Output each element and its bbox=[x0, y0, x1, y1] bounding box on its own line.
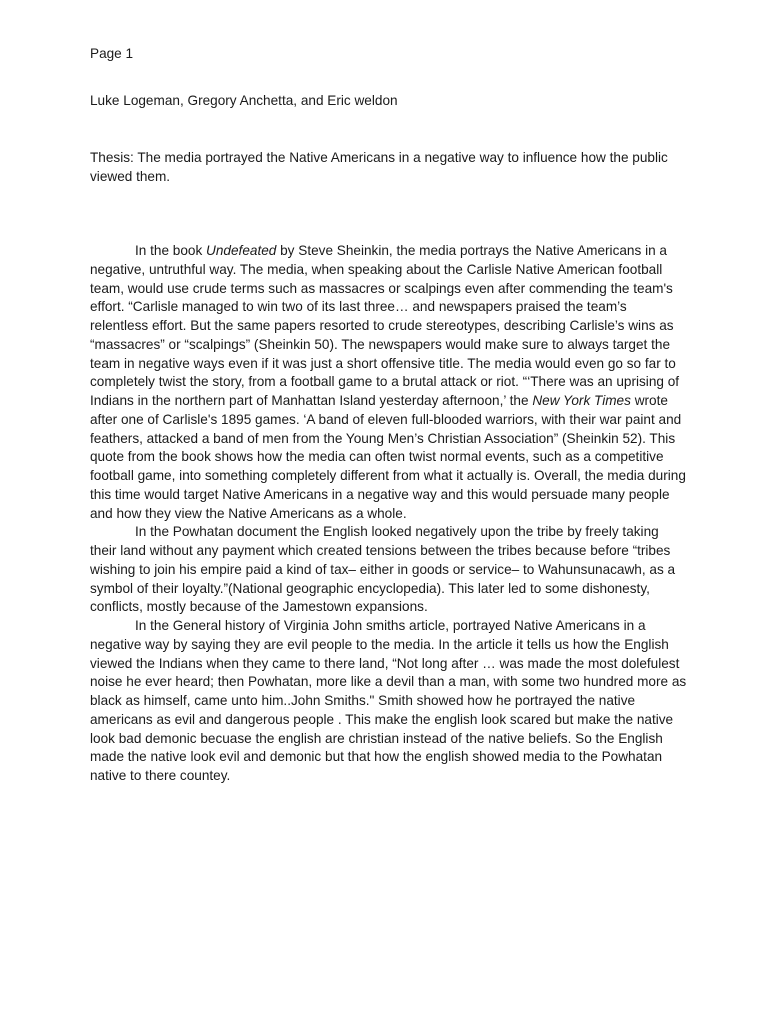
book-title: Undefeated bbox=[206, 243, 277, 258]
thesis-statement: Thesis: The media portrayed the Native Americans in a negative way to influence how the public viewed them. bbox=[90, 150, 668, 184]
body-paragraph-1 bbox=[90, 242, 688, 523]
paragraph-1-text-a: In the book bbox=[135, 243, 207, 258]
body-paragraph-2: In the Powhatan document the English looked negatively upon the tribe by freely taking their land without any payment which created tensions between the tribes because before “tribes wishing to join his empire paid a kind of tax– either in goods or service– to Wahunsunacawh, as a symbol of their loyalty.”(National geographic encyclopedia). This later led to some dishonesty, conflicts, mostly because of the Jamestown expansions. bbox=[90, 524, 676, 615]
body-paragraph-3: In the General history of Virginia John smiths article, portrayed Native Americans in a negative way by saying they are evil people to the media. In the article it tells us how the English viewed the Indians when they came to there land, “Not long after … was made the most dolefulest noise he ever heard; then Powhatan, more like a devil than a man, with some two hundred more as black as himself, came unto him..John Smiths." Smith showed how he portrayed the native americans as evil and dangerous people . This make the english look scared but make the native look bad demonic becuase the english are christian instead of the native beliefs. So the English made the native look evil and demonic but that how the english showed media to the Powhatan native to there countey. bbox=[90, 618, 687, 783]
essay-body bbox=[90, 242, 688, 786]
authors-line: Luke Logeman, Gregory Anchetta, and Eric weldon bbox=[90, 93, 398, 108]
paragraph-1-text-b: by Steve Sheinkin, the media portrays the Native Americans in a negative, untruthful way. The media, when speaking about the Carlisle Native American football team, would use crude terms such as massacres or scalpings even after commending the team's effort. “Carlisle managed to win two of its last three… and newspapers praised the team’s relentless effort. But the same papers resorted to crude stereotypes, describing Carlisle’s wins as “massacres” or “scalpings” (Sheinkin 50). The newspapers would make sure to always target the team in negative ways even if it was just a short offensive title. The media would even go so far to completely twist the story, from a football game to a brutal attack or riot. “‘There was an uprising of Indians in the northern part of Manhattan Island yesterday afternoon,’ the bbox=[90, 243, 680, 408]
newspaper-title: New York Times bbox=[532, 393, 631, 408]
paragraph-1-text-c: wrote after one of Carlisle's 1895 games. ‘A band of eleven full-blooded warriors, with their war paint and feathers, attacked a band of men from the Young Men’s Christian Association” (Sheinkin 52). This quote from the book shows how the media can often twist normal events, such as a competitive football game, into something completely different from what it actually is. Overall, the media during this time would target Native Americans in a negative way and this would persuade many people and how they view the Native Americans as a whole. bbox=[90, 393, 686, 521]
page-number-label: Page 1 bbox=[90, 46, 134, 61]
